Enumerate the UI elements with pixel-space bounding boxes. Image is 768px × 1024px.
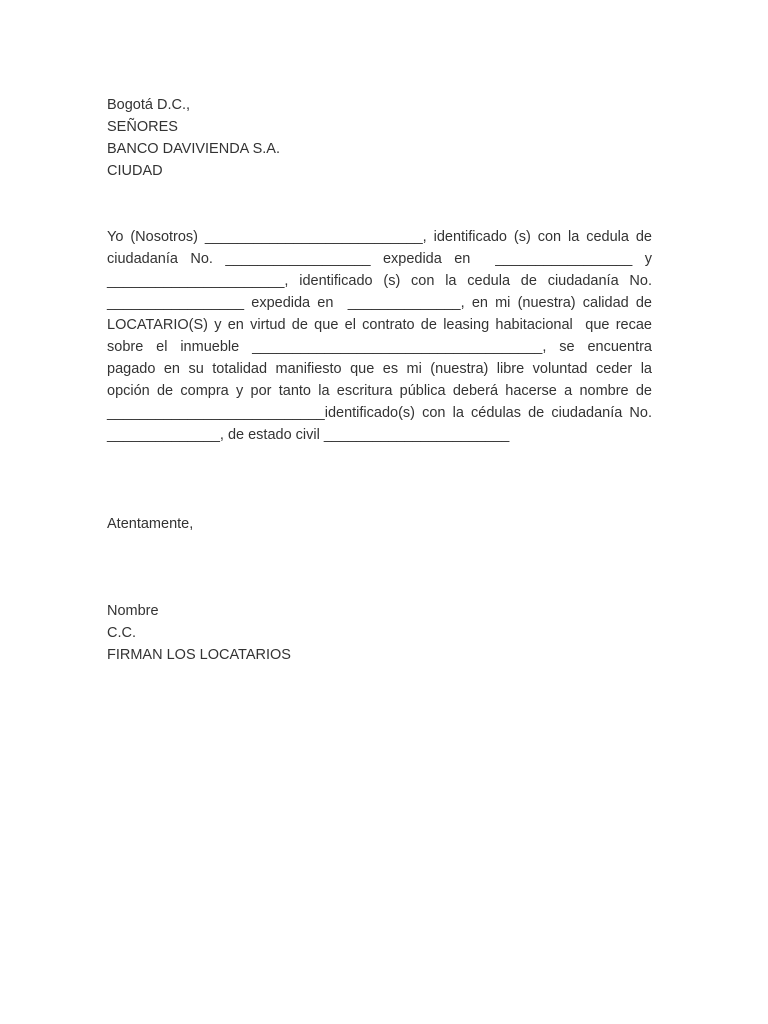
salutation-line: SEÑORES (107, 119, 178, 135)
body-line: opción de compra y por tanto la escritura pública deberá hacerse a nombre de (107, 383, 652, 399)
body-line: ______________, de estado civil _______________________ (107, 427, 510, 443)
recipient-bank-line: BANCO DAVIVIENDA S.A. (107, 141, 280, 157)
signature-id-label: C.C. (107, 625, 136, 641)
body-line: sobre el inmueble ____________________________________, se encuentra (107, 339, 652, 355)
signature-block (107, 600, 652, 666)
body-line: ______________________, identificado (s) con la cedula de ciudadanía No. (107, 273, 652, 289)
recipient-city-line: CIUDAD (107, 163, 163, 179)
body-line: ___________________________identificado(s) con la cédulas de ciudadanía No. (107, 405, 652, 421)
city-date-line: Bogotá D.C., (107, 97, 191, 113)
signature-name-label: Nombre (107, 603, 159, 619)
letter-header (107, 94, 652, 182)
letter-body (107, 226, 652, 446)
body-line: ciudadanía No. __________________ expedida en _________________ y (107, 251, 652, 267)
letter-closing (107, 513, 652, 535)
closing-text: Atentamente, (107, 516, 194, 532)
body-line: Yo (Nosotros) ___________________________, identificado (s) con la cedula de (107, 229, 652, 245)
body-line: _________________ expedida en ______________, en mi (nuestra) calidad de (107, 295, 652, 311)
signature-signers-label: FIRMAN LOS LOCATARIOS (107, 647, 291, 663)
body-line: pagado en su totalidad manifiesto que es mi (nuestra) libre voluntad ceder la (107, 361, 652, 377)
body-line: LOCATARIO(S) y en virtud de que el contrato de leasing habitacional que recae (107, 317, 652, 333)
